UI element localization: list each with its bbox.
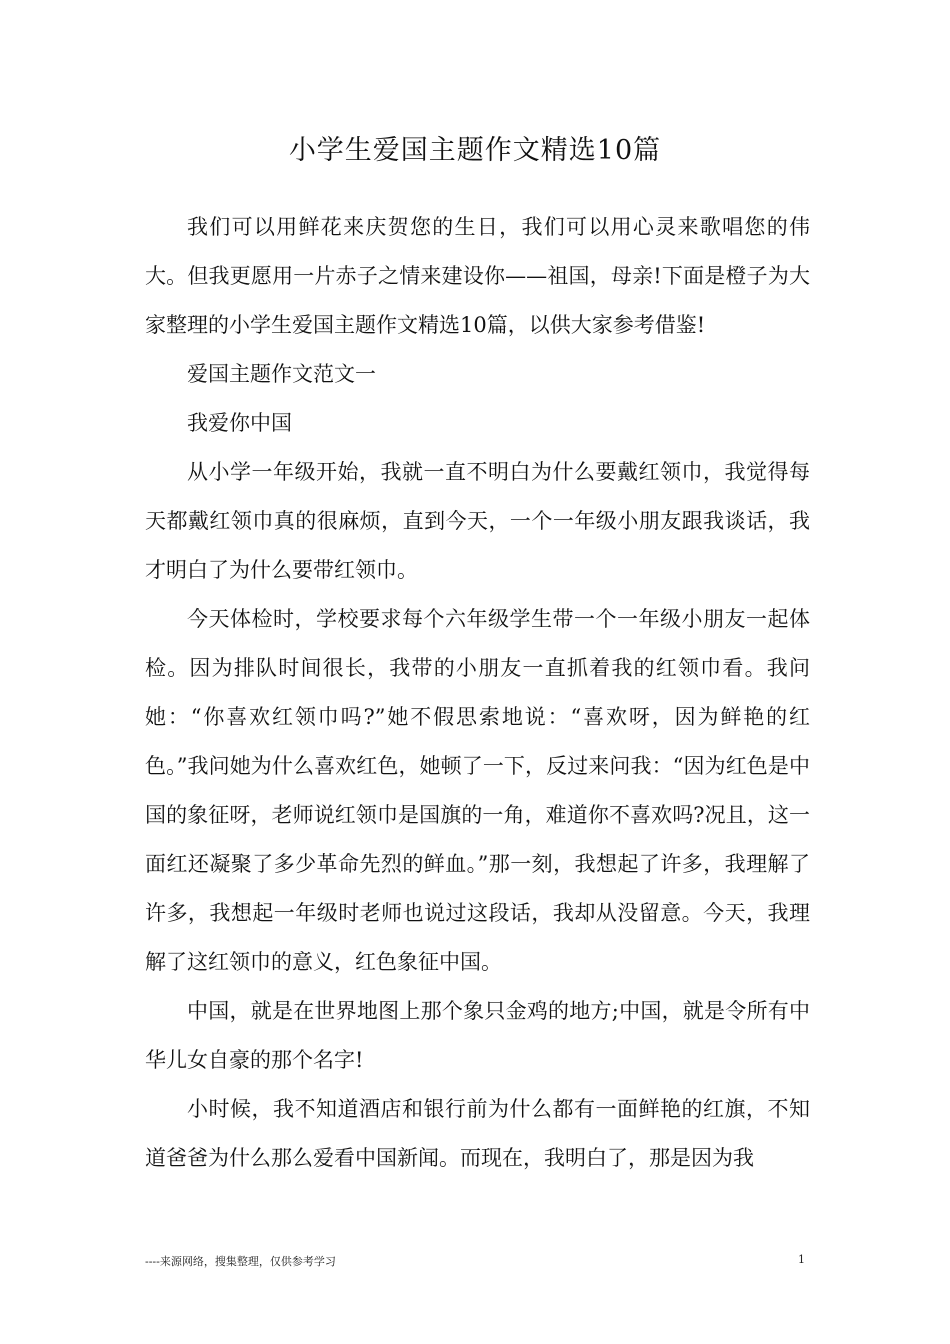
intro-paragraph: 我们可以用鲜花来庆贺您的生日，我们可以用心灵来歌唱您的伟大。但我更愿用一片赤子之情来建设你——祖国，母亲!下面是橙子为大家整理的小学生爱国主题作文精选10篇，以供大家参考借鉴! xyxy=(145,215,810,337)
essay-title: 我爱你中国 xyxy=(187,411,292,435)
footer-source-note: ----来源网络，搜集整理，仅供参考学习 xyxy=(145,1255,336,1268)
body-paragraph: 小时候，我不知道酒店和银行前为什么都有一面鲜艳的红旗，不知道爸爸为什么那么爱看中国新闻。而现在，我明白了，那是因为我 xyxy=(145,1097,810,1170)
body-paragraph: 今天体检时，学校要求每个六年级学生带一个一年级小朋友一起体检。因为排队时间很长，我带的小朋友一直抓着我的红领巾看。我问她：“你喜欢红领巾吗?”她不假思索地说：“喜欢呀，因为鲜艳的红色。”我问她为什么喜欢红色，她顿了一下，反过来问我：“因为红色是中国的象征呀，老师说红领巾是国旗的一角，难道你不喜欢吗?况且，这一面红还凝聚了多少革命先烈的鲜血。”那一刻，我想起了许多，我理解了许多，我想起一年级时老师也说过这段话，我却从没留意。今天，我理解了这红领巾的意义，红色象征中国。 xyxy=(145,607,810,974)
document-body xyxy=(145,203,810,1183)
page-number: 1 xyxy=(798,1253,805,1266)
document-title: 小学生爱国主题作文精选10篇 xyxy=(288,135,662,166)
body-paragraph: 中国，就是在世界地图上那个象只金鸡的地方;中国，就是令所有中华儿女自豪的那个名字! xyxy=(145,999,810,1072)
body-paragraph: 从小学一年级开始，我就一直不明白为什么要戴红领巾，我觉得每天都戴红领巾真的很麻烦，直到今天，一个一年级小朋友跟我谈话，我才明白了为什么要带红领巾。 xyxy=(145,460,810,582)
section-heading: 爱国主题作文范文一 xyxy=(187,362,376,386)
